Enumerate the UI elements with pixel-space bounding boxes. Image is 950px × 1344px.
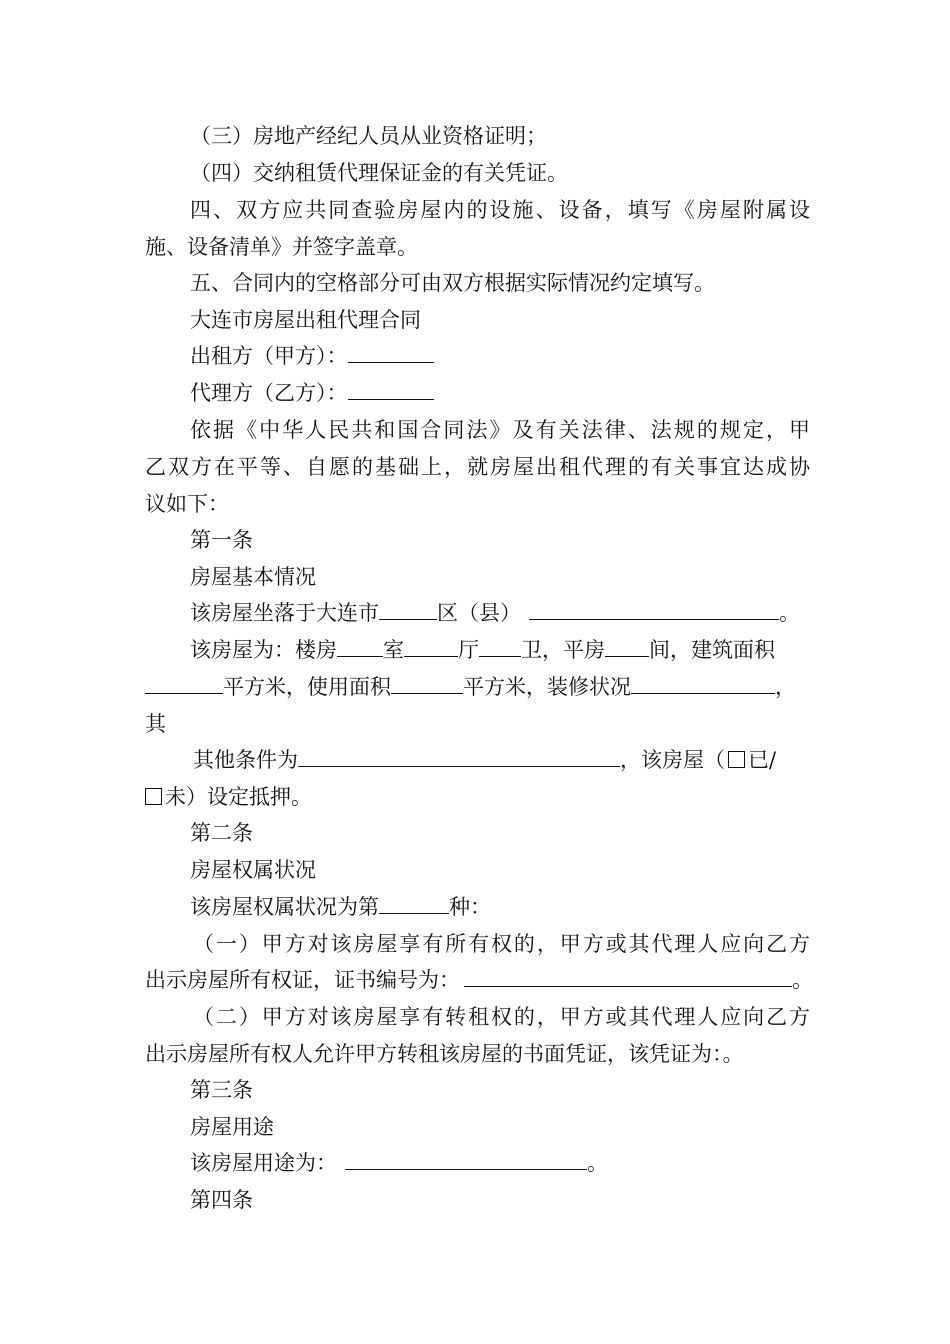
clause-item-3: （三）房地产经纪人员从业资格证明； [190,124,547,148]
location-line: 该房屋坐落于大连市 区（县） 。 [190,595,800,631]
area-line: 平方米，使用面积 平方米，装修状况 ， [145,669,796,705]
preamble-line3: 议如下： [145,492,229,516]
usable-area-blank[interactable] [391,671,463,694]
article-2-title: 房屋权属状况 [190,858,316,882]
floor-area-blank[interactable] [145,671,223,694]
mortgaged-checkbox[interactable] [728,751,745,768]
mortgage-line: 未）设定抵押。 [145,779,312,815]
rooms-blank[interactable] [337,634,383,657]
article-2-heading: 第二条 [190,821,253,845]
certificate-number-blank[interactable] [464,964,792,987]
contract-title: 大连市房屋出租代理合同 [190,308,421,332]
article-3-heading: 第三条 [190,1078,253,1102]
ownership-1-line2: 出示房屋所有权证，证书编号为： 。 [145,962,813,998]
halls-blank[interactable] [404,634,458,657]
article-1-heading: 第一条 [190,528,253,552]
address-blank[interactable] [529,597,779,620]
decoration-blank[interactable] [631,671,775,694]
layout-line: 该房屋为：楼房 室 厅 卫，平房 间，建筑面积 [190,632,775,668]
article-3-title: 房屋用途 [190,1115,274,1139]
party-b-line: 代理方（乙方）： [190,375,434,411]
other-conditions-line: 其他条件为 ，该房屋（ 已/ [193,742,776,778]
preamble-line1: 依据《中华人民共和国合同法》及有关法律、法规的规定，甲 [190,418,810,442]
usage-blank[interactable] [345,1147,587,1170]
article-4-heading: 第四条 [190,1188,253,1212]
party-a-line: 出租方（甲方）： [190,338,434,374]
ownership-2-line2: 出示房屋所有权人允许甲方转租该房屋的书面凭证，该凭证为：。 [145,1042,744,1066]
district-blank[interactable] [379,597,437,620]
preamble-line2: 乙双方在平等、自愿的基础上，就房屋出租代理的有关事宜达成协 [145,455,810,479]
other-conditions-blank[interactable] [298,744,620,767]
clause-four-line2: 施、设备清单》并签字盖章。 [145,235,418,259]
usage-line: 该房屋用途为： 。 [190,1145,608,1181]
article-1-title: 房屋基本情况 [190,565,316,589]
clause-item-4: （四）交纳租赁代理保证金的有关凭证。 [190,161,568,185]
bungalow-rooms-blank[interactable] [605,634,649,657]
baths-blank[interactable] [479,634,521,657]
party-a-blank[interactable] [348,340,434,363]
ownership-1-line1: （一）甲方对该房屋享有所有权的，甲方或其代理人应向乙方 [193,932,810,956]
ownership-2-line1: （二）甲方对该房屋享有转租权的，甲方或其代理人应向乙方 [193,1005,810,1029]
clause-five: 五、合同内的空格部分可由双方根据实际情况约定填写。 [190,271,715,295]
ownership-type-blank[interactable] [379,891,449,914]
not-mortgaged-checkbox[interactable] [145,788,162,805]
party-b-blank[interactable] [348,377,434,400]
clause-four-line1: 四、双方应共同查验房屋内的设施、设备，填写《房屋附属设 [190,198,810,222]
other-char: 其 [145,712,166,736]
ownership-type-line: 该房屋权属状况为第 种： [190,889,491,925]
